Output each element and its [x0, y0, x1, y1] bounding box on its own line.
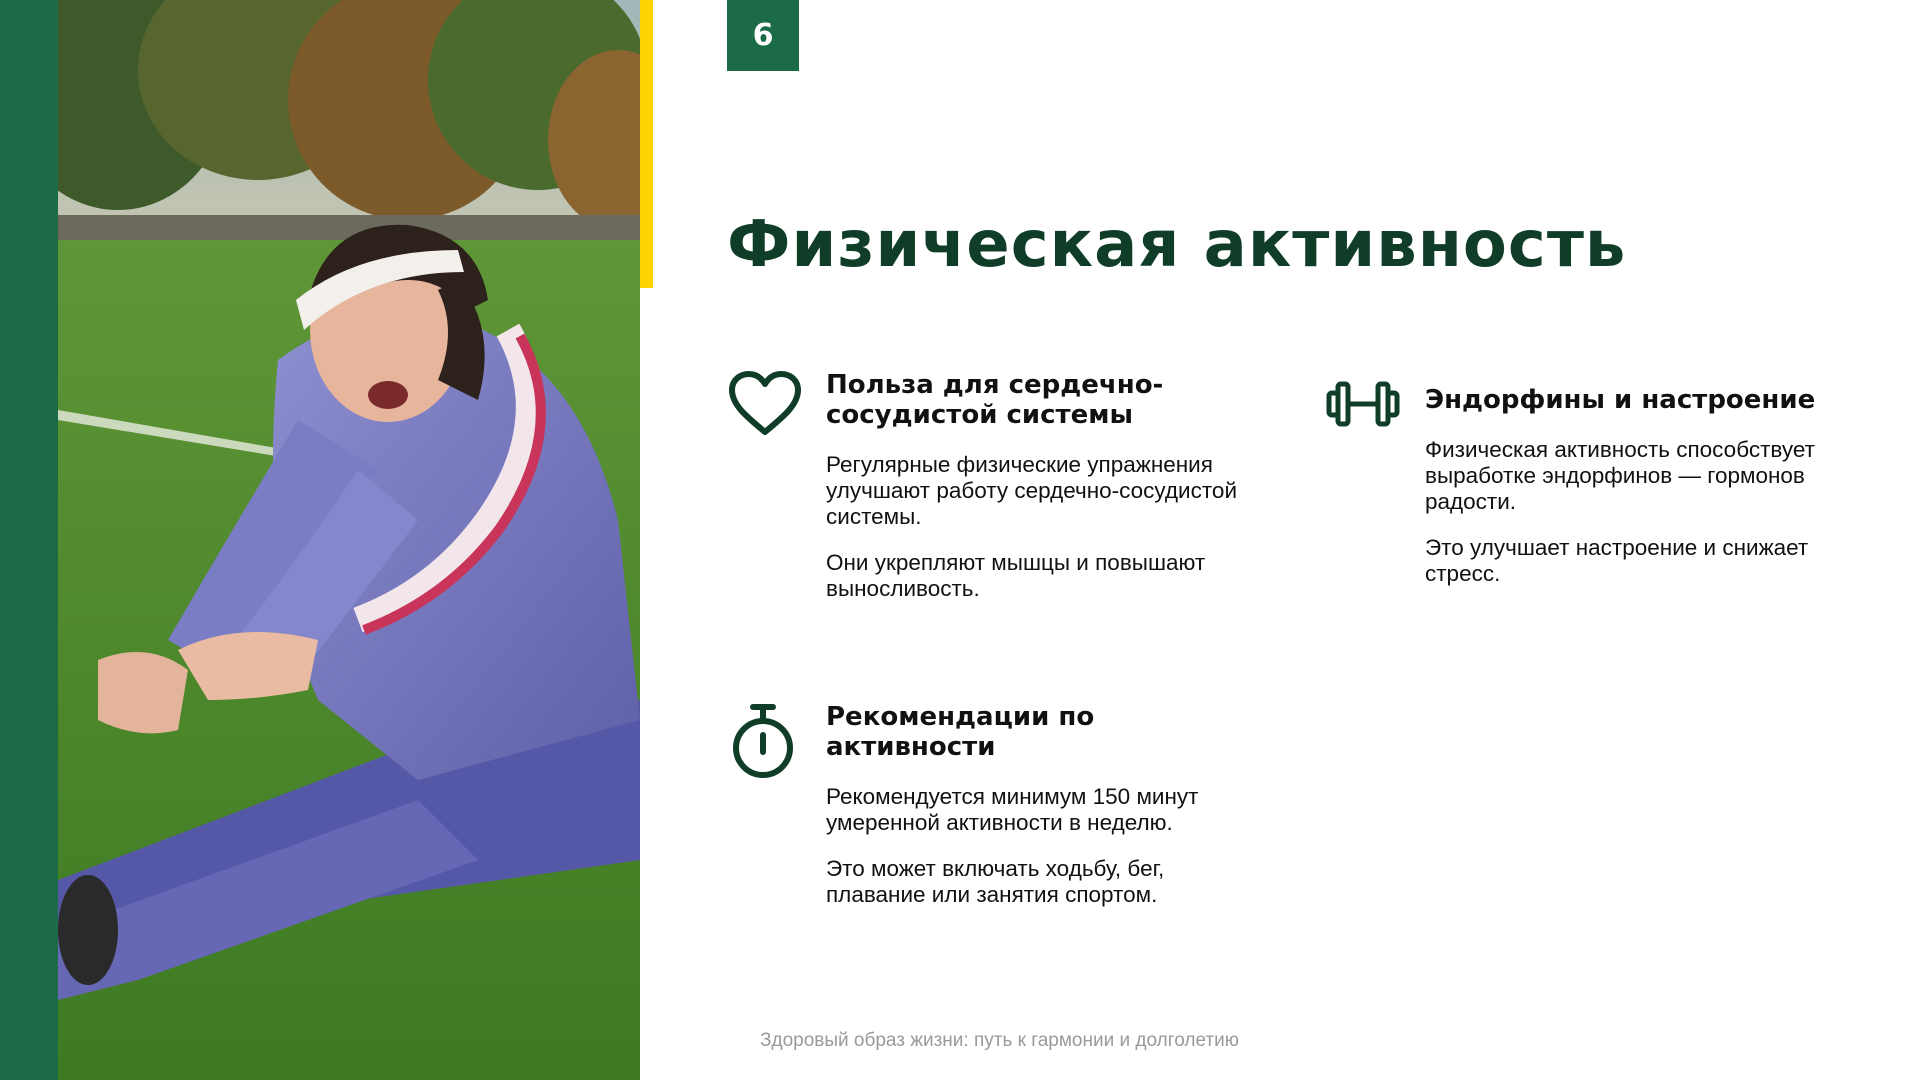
feature-text: Это улучшает настроение и снижает стресс.: [1425, 535, 1809, 586]
accent-bar: [640, 0, 653, 288]
slide-title: Физическая активность: [727, 208, 1627, 282]
feature-text: Это может включать ходьбу, бег, плавание или занятия спортом.: [826, 856, 1165, 907]
feature-heading: Польза для сердечно-сосудистой системы: [826, 370, 1164, 430]
feature-text: Регулярные физические упражнения улучшают работу сердечно-сосудистой системы.: [826, 452, 1238, 529]
left-accent-band: [0, 0, 58, 1080]
dumbbell-icon: [1325, 376, 1401, 452]
woman-stretching-photo: [58, 0, 640, 1080]
slide-footer: Здоровый образ жизни: путь к гармонии и долголетию: [760, 1030, 1239, 1051]
feature-text: Рекомендуется минимум 150 минут умеренной активности в неделю.: [826, 784, 1199, 835]
feature-heading: Рекомендации по активности: [826, 702, 1095, 762]
feature-text: Они укрепляют мышцы и повышают выносливость.: [826, 550, 1206, 601]
hero-photo: [58, 0, 640, 1080]
slide-number-badge: 6: [727, 0, 799, 71]
feature-heading: Эндорфины и настроение: [1425, 385, 1816, 415]
heart-icon: [727, 370, 803, 446]
feature-text: Физическая активность способствует выработке эндорфинов — гормонов радости.: [1425, 437, 1815, 514]
stopwatch-icon: [727, 702, 803, 778]
